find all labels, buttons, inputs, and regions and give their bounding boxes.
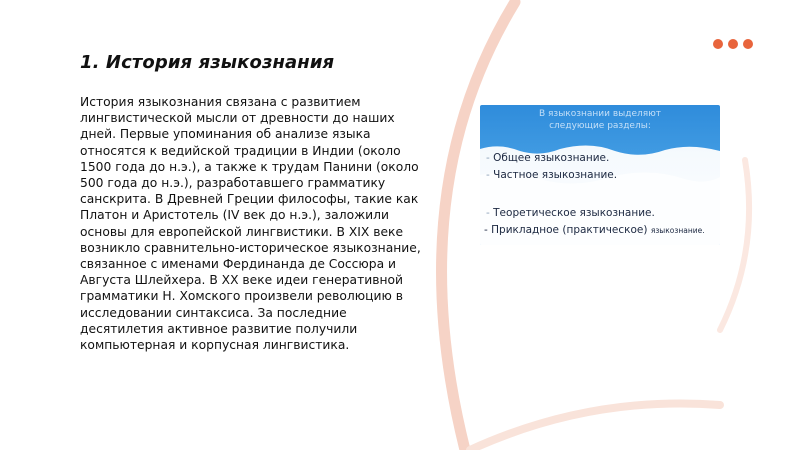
list-item <box>486 207 655 219</box>
decorative-arc-right <box>720 160 749 330</box>
decorative-dot <box>713 39 723 49</box>
slide-title: 1. История языкознания <box>80 52 335 73</box>
decorative-dot <box>743 39 753 49</box>
decorative-arc-bottom <box>470 403 720 450</box>
slide-body-text: История языкознания связана с развитием лингвистической мысли от древности до наших дней. Первые упоминания об анализе языка относятся к ведийской традиции в Индии (около 1500 года до н.э.), а также к трудам Панини (около 500 года до н.э.), разработавшего грамматику санскрита. В Древней Греции философы, такие как Платон и Аристотель (IV век до н.э.), заложили основы для европейской лингвистики. В XIX веке возникло сравнительно-историческое языкознание, связанное с именами Фердинанда де Соссюра и Августа Шлейхера. В XX веке идеи генеративной грамматики Н. Хомского произвели революцию в исследовании синтаксиса. За последние десятилетия активное развитие получили компьютерная и корпусная лингвистика. <box>80 95 421 353</box>
list-item-dash: - <box>486 169 490 181</box>
list-item-dash: - <box>486 152 490 164</box>
list-item-dash: - <box>486 207 490 219</box>
list-item-label: Частное языкознание. <box>493 169 618 181</box>
list-item-suffix: языкознание. <box>650 226 705 235</box>
list-item <box>486 169 617 181</box>
list-item <box>484 224 705 236</box>
list-item-label: Прикладное (практическое) <box>491 224 648 236</box>
info-box <box>480 105 720 245</box>
info-box-heading-line1: В языкознании выделяют <box>538 109 662 119</box>
list-item-dash: - <box>484 224 488 236</box>
decorative-dot <box>728 39 738 49</box>
list-item <box>486 152 609 164</box>
decorative-dots <box>713 39 753 49</box>
list-item-label: Теоретическое языкознание. <box>493 207 655 219</box>
list-item-label: Общее языкознание. <box>493 152 610 164</box>
info-box-heading-line2: следующие разделы: <box>549 121 651 131</box>
info-box-heading <box>480 108 720 132</box>
